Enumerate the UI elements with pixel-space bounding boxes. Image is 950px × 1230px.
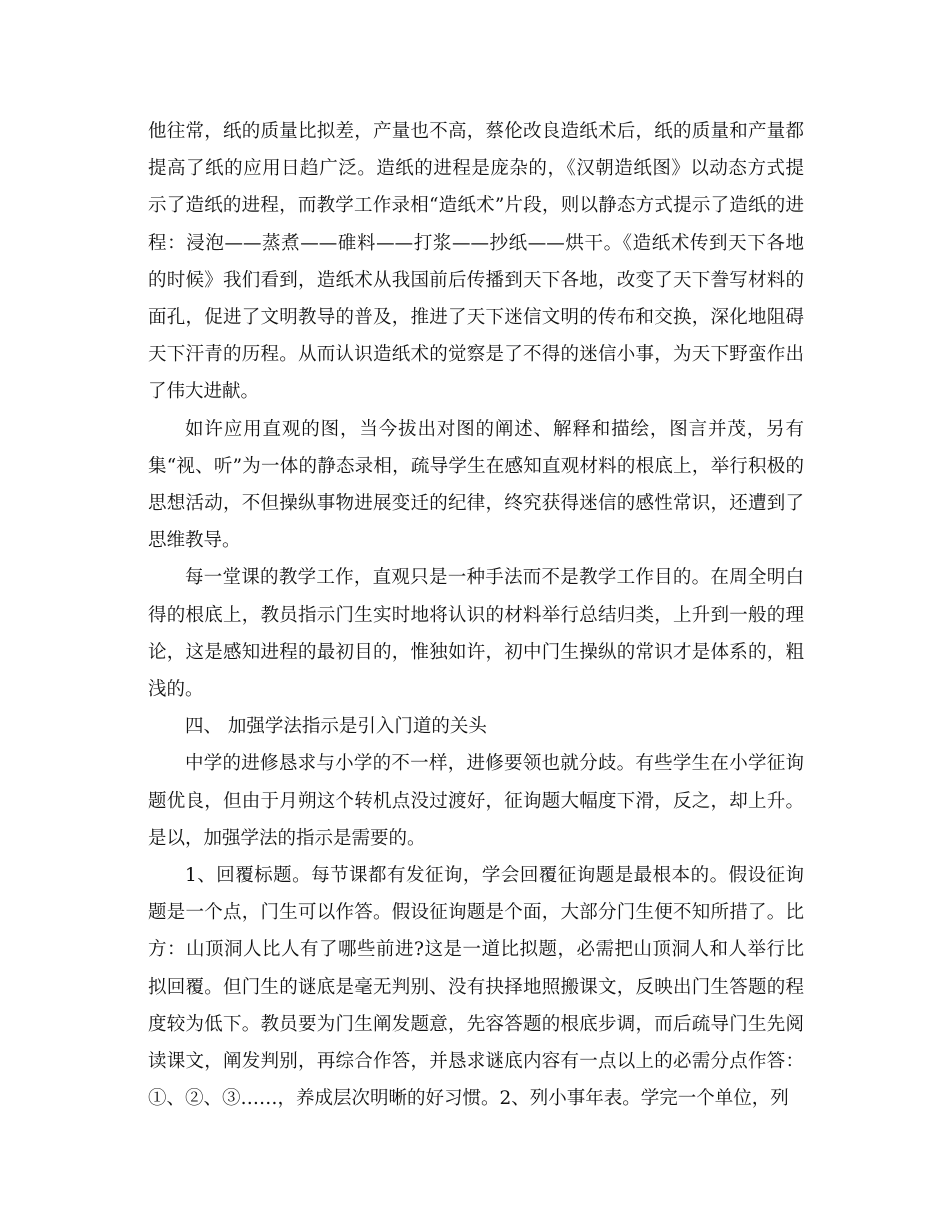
paragraph-answering-questions: 1、回覆标题。每节课都有发征询，学会回覆征询题是最根本的。假设征询题是一个点，门生可以作答。假设征询题是个面，大部分门生便不知所措了。比方：山顶洞人比人有了哪些前进?这是一道比拟题，必需把山顶洞人和人举行比拟回覆。但门生的谜底是毫无判别、没有抉择地照搬课文，反映出门生答题的程度较为低下。教员要为门生阐发题意，先容答题的根底步调，而后疏导门生先阅读课文，阐发判别，再综合作答，并恳求谜底内容有一点以上的必需分点作答：①、②、③……，养成层次明晰的好习惯。2、列小事年表。学完一个单位，列 [148,865,804,1110]
paragraph-visual-aids: 如许应用直观的图，当今拔出对图的阐述、解释和描绘，图言并茂，另有集“视、听”为一体的静态录相，疏导学生在感知直观材料的根底上，举行积极的思想活动，不但操纵事物进展变迁的纪律，终究获得迷信的感性常识，还遭到了思维教导。 [148,418,804,552]
section-heading: 四、 加强学法指示是引入门道的关头 [185,716,487,738]
paragraph-papermaking: 他往常，纸的质量比拟差，产量也不高，蔡伦改良造纸术后，纸的质量和产量都提高了纸的应用日趋广泛。造纸的进程是庞杂的，《汉朝造纸图》以动态方式提示了造纸的进程，而教学工作录相“造纸术”片段，则以静态方式提示了造纸的进程：浸泡——蒸煮——碓料——打浆——抄纸——烘干。《造纸术传到天下各地的时候》我们看到，造纸术从我国前后传播到天下各地，改变了天下誊写材料的面孔，促进了文明教导的普及，推进了天下迷信文明的传布和交换，深化地阻碍天下汗青的历程。从而认识造纸术的觉察是了不得的迷信小事，为天下野蛮作出了伟大进献。 [148,121,804,403]
paragraph-teaching-goal: 每一堂课的教学工作，直观只是一种手法而不是教学工作目的。在周全明白得的根底上，教员指示门生实时地将认识的材料举行总结归类，上升到一般的理论，这是感知进程的最初目的，惟独如许，初中门生操纵的常识才是体系的，粗浅的。 [148,567,804,701]
paragraph-study-methods: 中学的进修恳求与小学的不一样，进修要领也就分歧。有些学生在小学征询题优良，但由于月朔这个转机点没过渡好，征询题大幅度下滑，反之，却上升。是以，加强学法的指示是需要的。 [148,753,804,849]
document-page [148,113,804,1117]
